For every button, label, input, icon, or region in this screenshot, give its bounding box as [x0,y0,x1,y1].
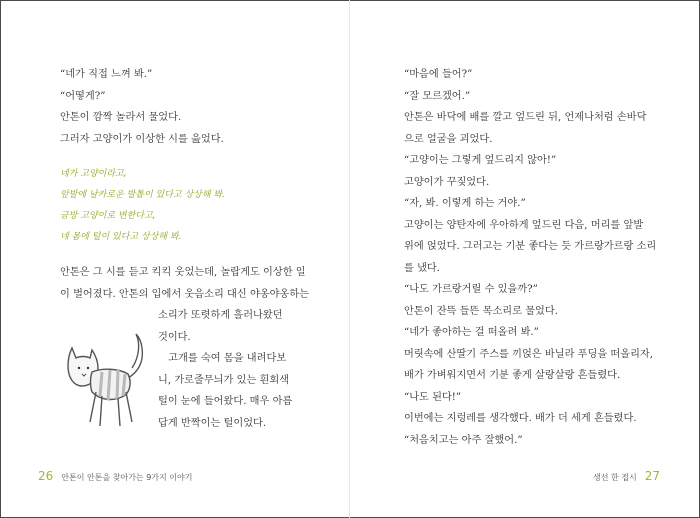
text-line: “자, 봐. 이렇게 하는 거야.” [404,198,526,209]
text-line: 털이 눈에 들어왔다. 매우 아름 [158,396,293,407]
poem-line: 네 몸에 털이 있다고 상상해 봐. [60,232,182,242]
text-line: 소리가 또렷하게 흘러나왔던 [158,310,283,321]
text-line: 고양이는 양탄자에 우아하게 엎드린 다음, 머리를 앞발 [404,219,644,231]
left-footer [38,469,192,483]
cat-illustration-icon [46,322,156,432]
text-line: 고개를 숙여 몸을 내려다보 [158,353,287,364]
text-line: 고양이가 꾸짖었다. [404,176,490,188]
text-line: “고양이는 그렇게 엎드리지 않아!” [404,155,557,166]
text-line: “처음치고는 아주 잘했어.” [404,434,523,446]
text-line: 안톤은 바닥에 배를 깔고 엎드린 뒤, 언제나처럼 손바닥 [404,112,647,123]
text-line: 위에 얹었다. 그러고는 기분 좋다는 듯 가르랑가르랑 소리 [404,241,657,252]
text-line: “네가 직접 느껴 봐.” [60,69,153,80]
text-line: 안톤이 깜짝 놀라서 물었다. [60,112,182,123]
text-line: 것이다. [158,331,191,343]
page-number: 26 [38,469,54,483]
text-line: 머릿속에 산딸기 주스를 끼얹은 바닐라 푸딩을 떠올리자, [404,348,654,360]
page-number: 27 [644,469,660,483]
poem-line: 앞발에 날카로운 발톱이 있다고 상상해 봐. [60,190,225,200]
text-line: 이 벌어졌다. 안톤의 입에서 웃음소리 대신 야옹야옹하는 [60,288,310,300]
text-line: 배가 가벼워지면서 기분 좋게 살랑살랑 흔들렸다. [404,370,621,381]
text-line: “나도 가르랑거릴 수 있을까?” [404,284,538,295]
text-line: 안톤이 잔뜩 들뜬 목소리로 물었다. [404,305,558,317]
text-line: 니, 가로줄무늬가 있는 흰회색 [158,374,290,386]
text-line: “나도 된다!” [404,391,462,403]
right-footer [593,469,660,483]
text-line: “잘 모르겠어.” [404,90,471,102]
text-line: “마음에 들어?” [404,69,473,80]
text-line: 를 냈다. [404,262,440,274]
right-page-text [404,64,674,451]
poem-block [60,164,330,248]
running-title: 안톤이 안톤을 찾아가는 9가지 이야기 [61,473,193,482]
text-line: 그러자 고양이가 이상한 시를 읊었다. [60,133,224,145]
text-line: 으로 얼굴을 괴었다. [404,133,493,145]
text-line: 안톤은 그 시를 듣고 킥킥 웃었는데, 놀랍게도 이상한 일 [60,267,306,278]
text-line: 답게 반짝이는 털이었다. [158,417,267,429]
poem-line: 금방 고양이로 변한다고, [60,211,156,221]
running-title: 생선 한 접시 [592,473,637,482]
page-gutter [349,0,350,518]
text-line: “네가 좋아하는 걸 떠올려 봐.” [404,327,539,338]
poem-line: 네가 고양이라고, [60,169,127,179]
text-line: “어떻게?” [60,90,106,102]
text-line: 이번에는 지렁레를 생각했다. 배가 더 세게 흔들렸다. [404,413,637,424]
